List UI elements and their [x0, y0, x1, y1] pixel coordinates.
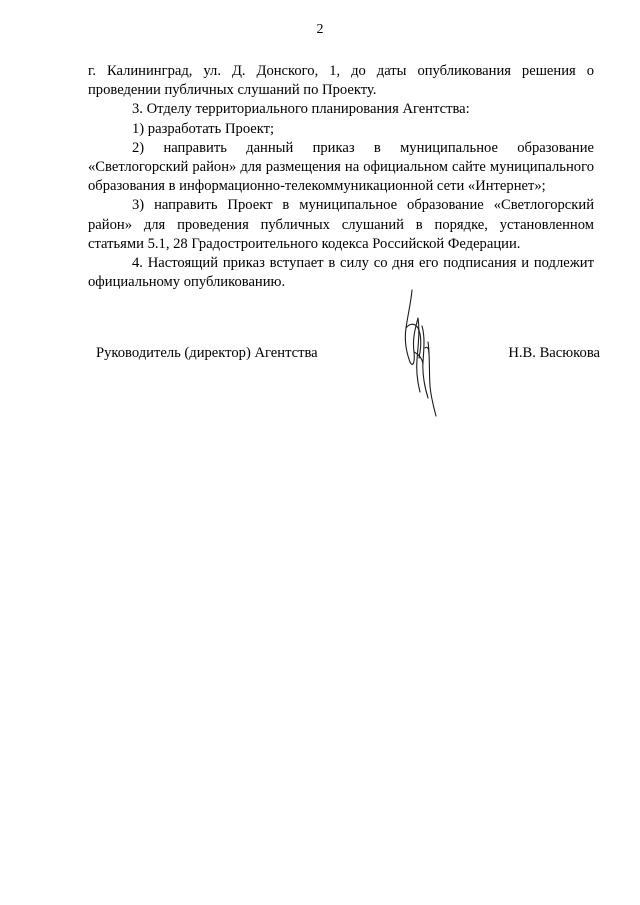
paragraph-subitem-1: 1) разработать Проект; [132, 120, 275, 137]
paragraph-item-3: 3. Отделу территориального планирования Агентства: [132, 101, 470, 118]
paragraph-subitem-3: 3) направить Проект в муниципальное образование «Светлогорский район» для проведения публичных слушаний в порядке, установленном статьями 5.1, 28 Градостроительного кодекса Российской Федерации. [88, 197, 594, 252]
signatory-position: Руководитель (директор) Агентства [96, 345, 318, 361]
page-number: 2 [316, 22, 324, 37]
signatory-name: Н.В. Васюкова [508, 345, 600, 361]
handwritten-signature [392, 288, 448, 420]
paragraph-continuation: г. Калининград, ул. Д. Донского, 1, до даты опубликования решения о проведении публичных слушаний по Проекту. [88, 63, 594, 99]
paragraph-subitem-2: 2) направить данный приказ в муниципальное образование «Светлогорский район» для размещения на официальном сайте муниципального образования в информационно-телекоммуникационной сети «Интернет»; [88, 139, 594, 195]
document-body [88, 62, 594, 292]
paragraph-item-4: 4. Настоящий приказ вступает в силу со дня его подписания и подлежит официальному опубликованию. [88, 255, 594, 291]
